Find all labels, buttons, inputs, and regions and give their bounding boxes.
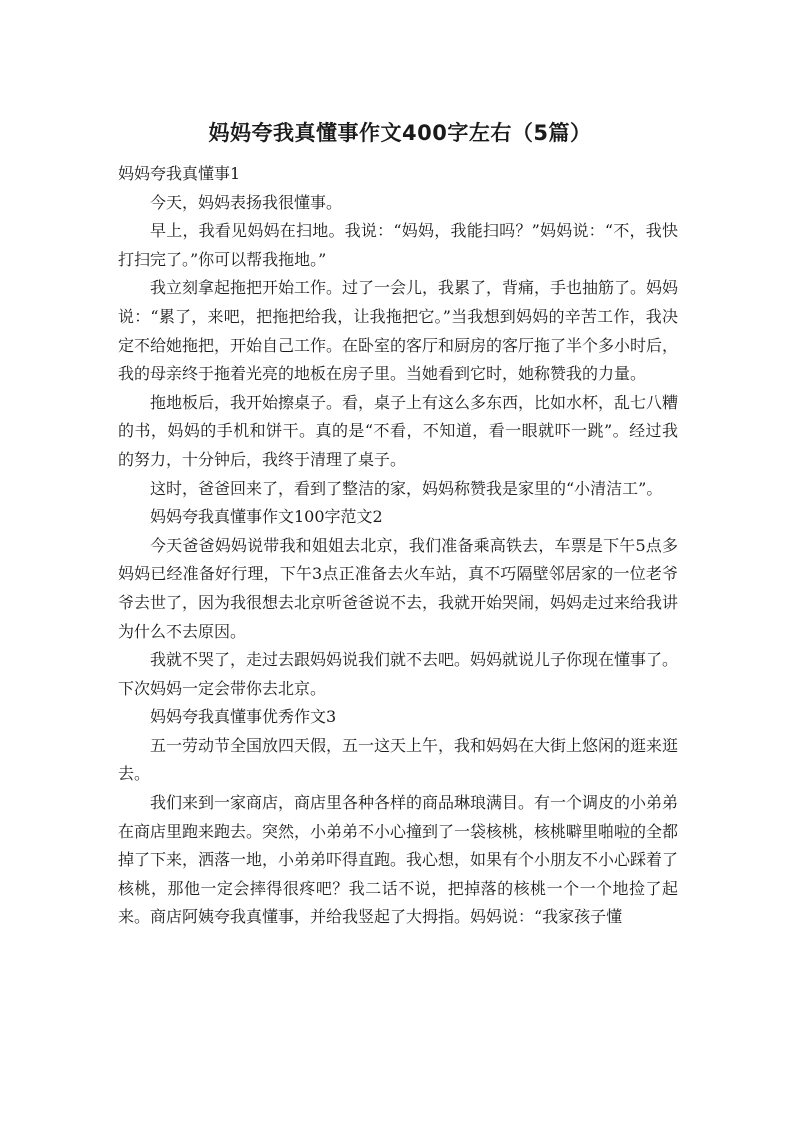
paragraph: 妈妈夸我真懂事优秀作文3: [150, 707, 337, 727]
document-body: [118, 160, 678, 932]
paragraph: 妈妈夸我真懂事1: [118, 164, 241, 183]
paragraph: 妈妈夸我真懂事作文100字范文2: [150, 507, 383, 527]
paragraph: 这时，爸爸回来了，看到了整洁的家，妈妈称赞我是家里的“小清洁工”。: [150, 478, 663, 498]
document-title: 妈妈夸我真懂事作文400字左右（5篇）: [208, 121, 592, 145]
paragraph: 今天，妈妈表扬我很懂事。: [150, 192, 343, 212]
paragraph: 五一劳动节全国放四天假，五一这天上午，我和妈妈在大街上悠闲的逛来逛去。: [118, 735, 679, 784]
paragraph: 早上，我看见妈妈在扫地。我说：“妈妈，我能扫吗？”妈妈说：“不，我快打扫完了。”你可以帮我拖地。”: [118, 221, 678, 269]
paragraph: 我就不哭了，走过去跟妈妈说我们就不去吧。妈妈就说儿子你现在懂事了。下次妈妈一定会带你去北京。: [118, 650, 679, 698]
paragraph: 拖地板后，我开始擦桌子。看，桌子上有这么多东西，比如水杯，乱七八糟的书，妈妈的手机和饼干。真的是“不看，不知道，看一眼就吓一跳”。经过我的努力，十分钟后，我终于清理了桌子。: [118, 392, 679, 469]
paragraph: 我立刻拿起拖把开始工作。过了一会儿，我累了，背痛，手也抽筋了。妈妈说：“累了，来吧，把拖把给我，让我拖把它。”当我想到妈妈的辛苦工作，我决定不给她拖把，开始自己工作。在卧室的客厅和厨房的客厅拖了半个多小时后，我的母亲终于拖着光亮的地板在房子里。当她看到它时，她称赞我的力量。: [118, 278, 679, 384]
paragraph: 我们来到一家商店，商店里各种各样的商品琳琅满目。有一个调皮的小弟弟在商店里跑来跑去。突然，小弟弟不小心撞到了一袋核桃，核桃噼里啪啦的全都掉了下来，洒落一地，小弟弟吓得直跑。我心想，如果有个小朋友不小心踩着了核桃，那他一定会摔得很疼吧？我二话不说，把掉落的核桃一个一个地捡了起来。商店阿姨夸我真懂事，并给我竖起了大拇指。妈妈说：“我家孩子懂: [118, 793, 679, 927]
paragraph: 今天爸爸妈妈说带我和姐姐去北京，我们准备乘高铁去，车票是下午5点多妈妈已经准备好行理，下午3点正准备去火车站，真不巧隔壁邻居家的一位老爷爷去世了，因为我很想去北京听爸爸说不去，我就开始哭闹，妈妈走过来给我讲为什么不去原因。: [118, 535, 679, 641]
